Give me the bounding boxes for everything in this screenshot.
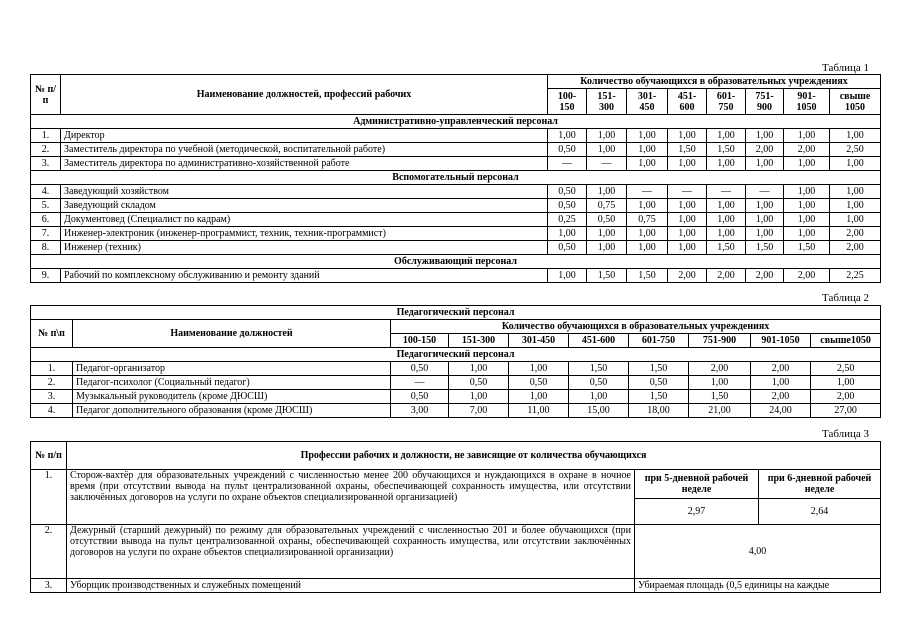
t1-row-value: 1,00	[627, 129, 668, 143]
t2-row-value: 3,00	[391, 404, 449, 418]
t1-row-value: 1,00	[746, 213, 784, 227]
t1-row-value: 1,50	[668, 143, 707, 157]
t3-row3-num: 3.	[31, 579, 67, 593]
t3-row1-num: 1.	[31, 470, 67, 525]
t1-row-value: 2,00	[746, 143, 784, 157]
t1-row-value: 1,00	[668, 157, 707, 171]
table1	[30, 74, 881, 283]
t1-col-header: 601- 750	[707, 89, 746, 115]
t1-row-num: 7.	[31, 227, 61, 241]
t2-row-value: 7,00	[449, 404, 509, 418]
table-row	[31, 362, 881, 376]
t1-row-value: 1,00	[746, 227, 784, 241]
t3-row1-header-5day: при 5-дневной рабочей неделе	[635, 470, 759, 499]
table-row	[31, 157, 881, 171]
t1-row-value: 1,00	[548, 227, 587, 241]
t2-row-value: 0,50	[629, 376, 689, 390]
t1-row-value: 1,00	[707, 157, 746, 171]
table2	[30, 305, 881, 418]
t2-row-value: 1,00	[751, 376, 811, 390]
t1-row-value: 1,00	[784, 185, 830, 199]
t1-row-value: 1,00	[707, 213, 746, 227]
table-row	[31, 227, 881, 241]
t1-row-value: 1,50	[627, 269, 668, 283]
t2-row-name: Педагог-психолог (Социальный педагог)	[73, 376, 391, 390]
t1-row-name: Директор	[61, 129, 548, 143]
t2-row-value: 0,50	[569, 376, 629, 390]
t1-row-value: 1,00	[746, 199, 784, 213]
t2-row-value: 1,00	[509, 390, 569, 404]
t2-row-value: 1,00	[689, 376, 751, 390]
t1-row-value: 1,00	[627, 157, 668, 171]
t2-row-value: 27,00	[811, 404, 881, 418]
t2-col-header: 601-750	[629, 334, 689, 348]
t1-row-value: 1,00	[830, 199, 881, 213]
t1-row-value: 1,00	[668, 241, 707, 255]
t2-col-header: 301-450	[509, 334, 569, 348]
t1-row-value: 1,00	[587, 185, 627, 199]
table-row	[31, 213, 881, 227]
t1-row-value: —	[668, 185, 707, 199]
t2-row-value: 1,50	[629, 362, 689, 376]
t1-row-value: 1,00	[668, 129, 707, 143]
t1-row-value: 1,00	[587, 129, 627, 143]
t2-row-value: 2,50	[811, 362, 881, 376]
table-row	[31, 185, 881, 199]
t1-row-value: —	[707, 185, 746, 199]
t1-header-name: Наименование должностей, профессий рабочих	[61, 75, 548, 115]
table-row	[31, 129, 881, 143]
t1-row-value: 0,25	[548, 213, 587, 227]
t2-col-header: 151-300	[449, 334, 509, 348]
t1-row-value: 1,00	[707, 129, 746, 143]
t1-row-value: —	[627, 185, 668, 199]
t2-row-value: 1,00	[811, 376, 881, 390]
t2-section-title: Педагогический персонал	[31, 348, 881, 362]
t1-row-value: 1,00	[784, 157, 830, 171]
t1-row-name: Заведующий складом	[61, 199, 548, 213]
t1-row-name: Заместитель директора по административно-хозяйственной работе	[61, 157, 548, 171]
t1-row-value: 1,50	[587, 269, 627, 283]
t1-row-value: 1,00	[587, 143, 627, 157]
t1-row-value: 2,25	[830, 269, 881, 283]
t1-row-name: Заместитель директора по учебной (методической, воспитательной работе)	[61, 143, 548, 157]
t3-row2-num: 2.	[31, 525, 67, 579]
table-row	[31, 143, 881, 157]
t1-row-value: 2,00	[784, 143, 830, 157]
t1-col-header: свыше 1050	[830, 89, 881, 115]
t1-col-header: 151- 300	[587, 89, 627, 115]
t1-row-num: 1.	[31, 129, 61, 143]
t1-row-num: 2.	[31, 143, 61, 157]
t1-row-value: 1,50	[707, 241, 746, 255]
t3-row1-value-6day: 2,64	[759, 499, 881, 525]
t1-section-title: Обслуживающий персонал	[31, 255, 881, 269]
t1-row-value: 1,00	[784, 199, 830, 213]
t1-row-value: 1,00	[830, 213, 881, 227]
t2-header-name: Наименование должностей	[73, 320, 391, 348]
t1-row-value: 2,00	[668, 269, 707, 283]
t2-title: Педагогический персонал	[31, 306, 881, 320]
t1-col-header: 100- 150	[548, 89, 587, 115]
t1-row-name: Заведующий хозяйством	[61, 185, 548, 199]
t1-col-header: 301- 450	[627, 89, 668, 115]
t3-row3-text: Уборщик производственных и служебных помещений	[67, 579, 635, 593]
t1-row-value: 0,75	[627, 213, 668, 227]
t2-row-value: 1,50	[629, 390, 689, 404]
t2-header-num: № п\п	[31, 320, 73, 348]
t1-row-value: 1,00	[707, 199, 746, 213]
t1-row-value: 1,00	[668, 213, 707, 227]
t1-header-num: № п/п	[31, 75, 61, 115]
table-row	[31, 241, 881, 255]
t3-row2-value: 4,00	[635, 525, 881, 579]
t2-row-num: 1.	[31, 362, 73, 376]
t3-row1-value-5day: 2,97	[635, 499, 759, 525]
t3-row1-text: Сторож-вахтёр для образовательных учреждений с численностью менее 200 обучающихся и нуждающихся в охране в ночное время (при отсутствии вывода на пульт централизованной охраны, обеспечивающей сохранность имущества, или отсутствии заключённых договоров на услуги по охране объектов специализированной организацией)	[67, 470, 635, 525]
t2-col-header: 451-600	[569, 334, 629, 348]
t1-row-value: 1,00	[627, 241, 668, 255]
t2-row-value: 0,50	[509, 376, 569, 390]
t2-row-value: 1,00	[569, 390, 629, 404]
t2-row-value: 21,00	[689, 404, 751, 418]
t3-row2-text: Дежурный (старший дежурный) по режиму для образовательных учреждений с численностью 201 и более обучающихся (при отсутствии вывода на пульт централизованной охраны, обеспечивающей сохранность имущества, или отсутствии заключённых договоров на услуги по охране объектов специализированной организации)	[67, 525, 635, 579]
t1-section-title: Вспомогательный персонал	[31, 171, 881, 185]
t2-row-value: 2,00	[751, 390, 811, 404]
t1-row-num: 3.	[31, 157, 61, 171]
t1-row-value: 1,00	[548, 269, 587, 283]
t2-row-num: 3.	[31, 390, 73, 404]
t1-row-value: 1,00	[746, 157, 784, 171]
t2-row-value: 0,50	[449, 376, 509, 390]
t2-row-num: 4.	[31, 404, 73, 418]
t2-row-name: Педагог-организатор	[73, 362, 391, 376]
t2-row-name: Педагог дополнительного образования (кроме ДЮСШ)	[73, 404, 391, 418]
t1-row-value: 1,00	[830, 185, 881, 199]
t3-row3-value: Убираемая площадь (0,5 единицы на каждые	[635, 579, 881, 593]
t1-row-name: Инженер-электроник (инженер-программист, техник, техник-программист)	[61, 227, 548, 241]
t2-row-value: 2,00	[751, 362, 811, 376]
t1-row-value: 0,50	[587, 213, 627, 227]
t1-row-value: 1,00	[668, 227, 707, 241]
t2-row-value: 1,00	[449, 390, 509, 404]
t2-row-value: 1,00	[509, 362, 569, 376]
t2-col-header: 751-900	[689, 334, 751, 348]
t2-row-value: 1,00	[449, 362, 509, 376]
t1-row-value: 1,50	[784, 241, 830, 255]
t1-row-value: 1,00	[746, 129, 784, 143]
t1-row-num: 5.	[31, 199, 61, 213]
t1-row-value: 1,00	[784, 129, 830, 143]
t2-row-name: Музыкальный руководитель (кроме ДЮСШ)	[73, 390, 391, 404]
t1-row-num: 9.	[31, 269, 61, 283]
t1-section-title: Административно-управленческий персонал	[31, 115, 881, 129]
t1-row-value: 0,50	[548, 143, 587, 157]
table-row	[31, 376, 881, 390]
t2-col-header: 901-1050	[751, 334, 811, 348]
t2-row-value: 15,00	[569, 404, 629, 418]
t1-row-value: 1,00	[587, 227, 627, 241]
t3-header-title: Профессии рабочих и должности, не зависящие от количества обучающихся	[67, 442, 881, 470]
t1-row-value: 1,50	[746, 241, 784, 255]
t1-row-value: 0,50	[548, 241, 587, 255]
t2-row-value: 18,00	[629, 404, 689, 418]
t2-row-value: 11,00	[509, 404, 569, 418]
table2-caption: Таблица 2	[822, 292, 870, 304]
t1-col-header: 751- 900	[746, 89, 784, 115]
t1-row-name: Инженер (техник)	[61, 241, 548, 255]
t1-row-value: 2,00	[746, 269, 784, 283]
t1-row-value: 2,00	[707, 269, 746, 283]
t1-row-value: 1,00	[548, 129, 587, 143]
table-row	[31, 269, 881, 283]
t1-row-value: 0,50	[548, 199, 587, 213]
table3-caption: Таблица 3	[822, 428, 870, 440]
t2-row-value: —	[391, 376, 449, 390]
t1-row-value: 2,00	[830, 227, 881, 241]
t1-row-value: 2,00	[830, 241, 881, 255]
t1-col-header: 901- 1050	[784, 89, 830, 115]
table-row	[31, 404, 881, 418]
t1-row-value: —	[746, 185, 784, 199]
t1-row-value: 2,50	[830, 143, 881, 157]
t1-row-value: 1,00	[784, 213, 830, 227]
t1-row-num: 4.	[31, 185, 61, 199]
t1-row-value: 1,50	[707, 143, 746, 157]
t2-row-num: 2.	[31, 376, 73, 390]
t1-row-value: 2,00	[784, 269, 830, 283]
table1-caption: Таблица 1	[822, 62, 870, 74]
t1-header-count: Количество обучающихся в образовательных учреждениях	[548, 75, 881, 89]
t1-row-value: 1,00	[830, 157, 881, 171]
t1-row-name: Рабочий по комплексному обслуживанию и ремонту зданий	[61, 269, 548, 283]
t2-row-value: 1,50	[689, 390, 751, 404]
t1-row-value: 1,00	[627, 227, 668, 241]
t2-row-value: 1,50	[569, 362, 629, 376]
t2-row-value: 2,00	[811, 390, 881, 404]
t1-col-header: 451- 600	[668, 89, 707, 115]
t1-row-value: —	[548, 157, 587, 171]
t3-row1-header-6day: при 6-дневной рабочей неделе	[759, 470, 881, 499]
t1-row-value: 1,00	[627, 199, 668, 213]
t2-col-header: 100-150	[391, 334, 449, 348]
t1-row-value: 1,00	[830, 129, 881, 143]
t1-row-value: 1,00	[784, 227, 830, 241]
table-row	[31, 390, 881, 404]
t1-row-value: 1,00	[707, 227, 746, 241]
t1-row-num: 8.	[31, 241, 61, 255]
t2-row-value: 0,50	[391, 362, 449, 376]
t1-row-value: 1,00	[587, 241, 627, 255]
t1-row-value: —	[587, 157, 627, 171]
t2-row-value: 24,00	[751, 404, 811, 418]
t3-header-num: № п/п	[31, 442, 67, 470]
t1-row-name: Документовед (Специалист по кадрам)	[61, 213, 548, 227]
t1-row-num: 6.	[31, 213, 61, 227]
t2-row-value: 0,50	[391, 390, 449, 404]
t1-row-value: 1,00	[668, 199, 707, 213]
table3	[30, 441, 881, 593]
t1-row-value: 1,00	[627, 143, 668, 157]
table-row	[31, 199, 881, 213]
t1-row-value: 0,50	[548, 185, 587, 199]
t1-row-value: 0,75	[587, 199, 627, 213]
t2-col-header: свыше1050	[811, 334, 881, 348]
t2-row-value: 2,00	[689, 362, 751, 376]
t2-header-count: Количество обучающихся в образовательных учреждениях	[391, 320, 881, 334]
